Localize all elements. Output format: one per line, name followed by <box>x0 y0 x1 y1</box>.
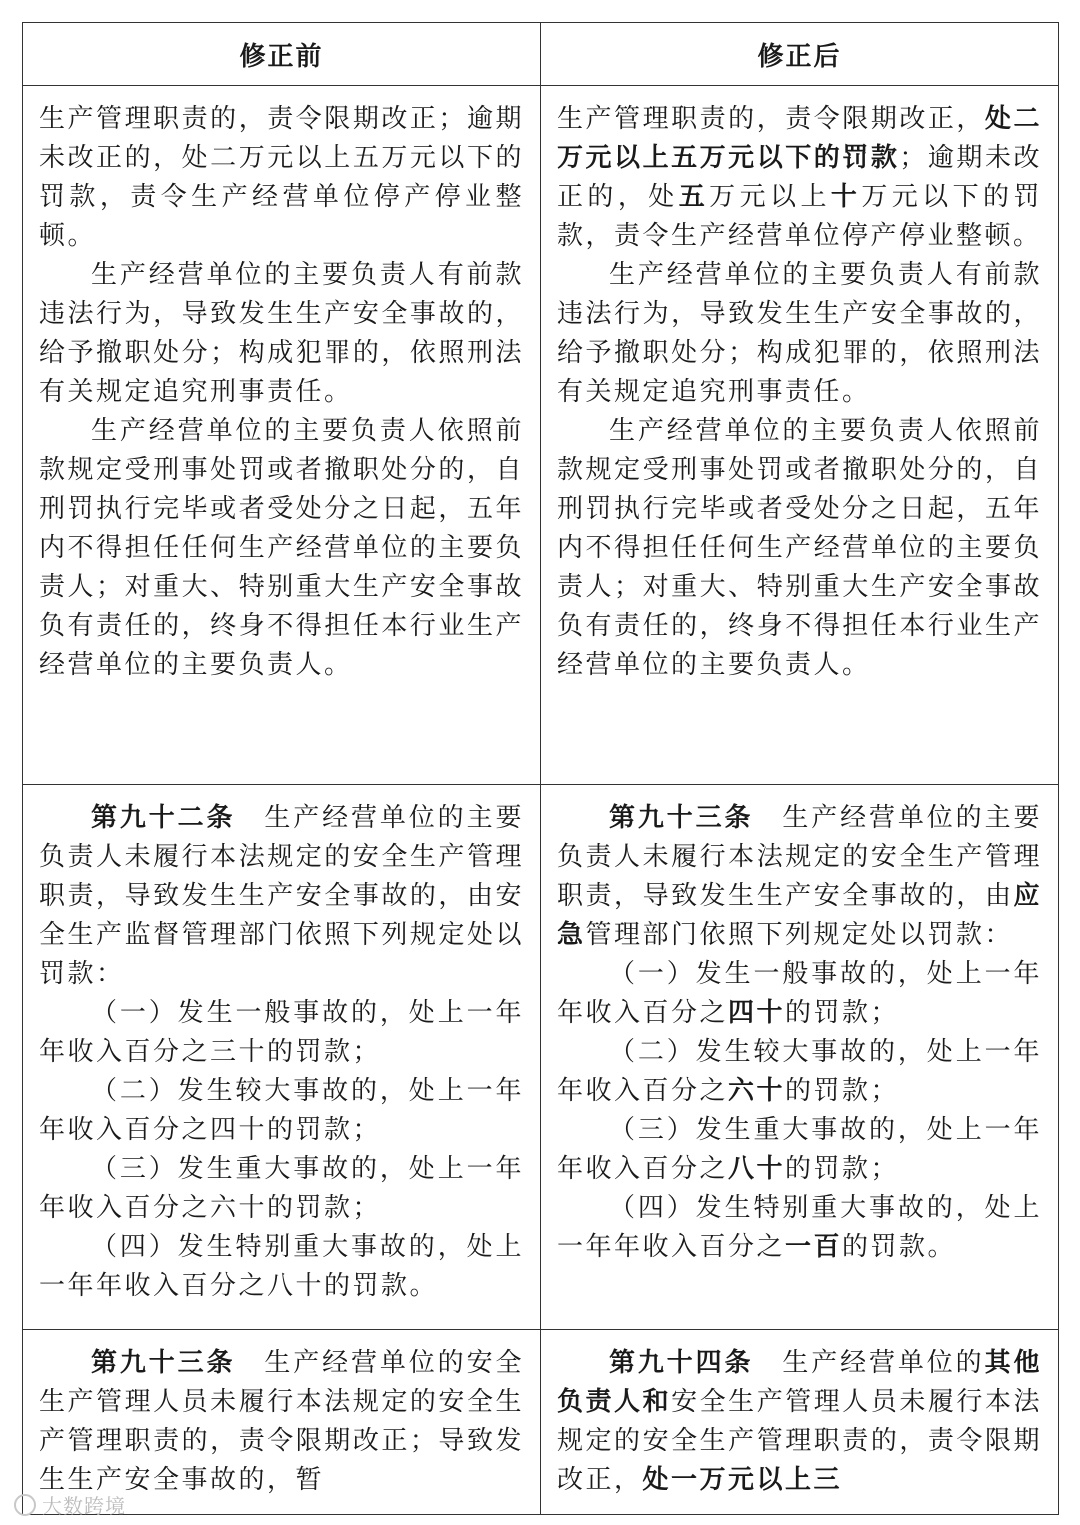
list-item <box>557 1111 1042 1189</box>
amended-text: 处一万元以上三 <box>642 1465 843 1494</box>
watermark-text: 大数跨境 <box>42 1494 126 1518</box>
text-segment: （二）发生较大事故的，处上一年年收入百分之 <box>557 1037 1042 1106</box>
table-row <box>23 86 1059 785</box>
header-row <box>23 23 1059 86</box>
text-segment: 生产管理职责的，责令限期改正， <box>557 104 985 134</box>
amended-text: 四十 <box>728 998 786 1028</box>
article-number: 第九十四条 <box>609 1348 754 1378</box>
amended-text: 六十 <box>728 1076 786 1106</box>
paragraph <box>557 100 1042 256</box>
article-number: 第九十三条 <box>91 1348 236 1378</box>
list-item: （四）发生特别重大事故的，处上一年年收入百分之八十的罚款。 <box>39 1232 524 1301</box>
amended-text: 一百 <box>785 1232 843 1262</box>
watermark <box>14 1490 126 1519</box>
text-segment: 生产经营单位的安全生产管理人员未履行本法规定的安全生产管理职责的，责令限期改正；导致发生生产安全事故的，暂 <box>39 1348 524 1494</box>
text-segment: 生产经营单位的主要负责人未履行本法规定的安全生产管理职责，导致发生生产安全事故的，由 <box>557 803 1042 911</box>
text-segment: （三）发生重大事故的，处上一年年收入百分之 <box>557 1115 1042 1184</box>
cell-after <box>541 86 1059 785</box>
text-segment: 安全生产管理人员未履行本法规定的安全生产管理职责的，责令限期改正， <box>557 1387 1042 1494</box>
cell-after <box>541 785 1059 1330</box>
paragraph <box>557 1344 1042 1494</box>
amended-text: 十 <box>830 182 862 212</box>
list-item: （二）发生较大事故的，处上一年年收入百分之四十的罚款； <box>39 1076 524 1145</box>
header-after: 修正后 <box>541 23 1059 86</box>
list-item <box>557 1033 1042 1111</box>
article-number: 第九十三条 <box>609 803 754 833</box>
article-number: 第九十二条 <box>91 803 236 833</box>
paragraph: 生产管理职责的，责令限期改正；逾期未改正的，处二万元以上五万元以下的罚款，责令生产经营单位停产停业整顿。 <box>39 104 524 251</box>
list-item: （一）发生一般事故的，处上一年年收入百分之三十的罚款； <box>39 998 524 1067</box>
table-row <box>23 1330 1059 1515</box>
cell-content <box>557 1344 1042 1494</box>
header-before: 修正前 <box>23 23 541 86</box>
amended-text: 应急 <box>557 881 1042 950</box>
watermark-icon <box>14 1494 36 1516</box>
comparison-page <box>22 22 1058 1512</box>
text-segment: 的罚款。 <box>842 1232 957 1262</box>
list-item: （三）发生重大事故的，处上一年年收入百分之六十的罚款； <box>39 1154 524 1223</box>
amended-text: 处二万元以上五万元以下的罚款 <box>557 104 1042 173</box>
text-segment: 生产经营单位的主要负责人未履行本法规定的安全生产管理职责，导致发生生产安全事故的，由安全生产监督管理部门依照下列规定处以罚款： <box>39 803 524 989</box>
text-segment: 的罚款； <box>785 998 900 1028</box>
list-item <box>557 955 1042 1033</box>
text-segment: 的罚款； <box>785 1076 900 1106</box>
paragraph: 生产经营单位的主要负责人有前款违法行为，导致发生生产安全事故的，给予撤职处分；构成犯罪的，依照刑法有关规定追究刑事责任。 <box>557 260 1042 407</box>
cell-after <box>541 1330 1059 1515</box>
text-segment: 的罚款； <box>785 1154 900 1184</box>
table-row <box>23 785 1059 1330</box>
text-segment: （一）发生一般事故的，处上一年年收入百分之 <box>557 959 1042 1028</box>
text-segment: 生产经营单位的 <box>782 1348 985 1378</box>
amended-text: 八十 <box>728 1154 786 1184</box>
list-item <box>557 1189 1042 1267</box>
cell-before <box>23 785 541 1330</box>
text-segment: 管理部门依照下列规定处以罚款： <box>585 920 1014 950</box>
amendment-comparison-table <box>22 22 1059 1515</box>
text-segment: 万元以上 <box>709 182 831 212</box>
text-segment: 万元以下的罚款，责令生产经营单位停产停业整顿。 <box>557 182 1042 251</box>
cell-before <box>23 1330 541 1515</box>
paragraph <box>39 799 524 994</box>
amended-text: 其他负责人和 <box>557 1348 1042 1417</box>
paragraph: 生产经营单位的主要负责人依照前款规定受刑事处罚或者撤职处分的，自刑罚执行完毕或者受处分之日起，五年内不得担任任何生产经营单位的主要负责人；对重大、特别重大生产安全事故负有责任的，终身不得担任本行业生产经营单位的主要负责人。 <box>557 416 1042 680</box>
text-segment: ；逾期未改正的，处 <box>557 143 1042 212</box>
paragraph <box>39 1344 524 1494</box>
cell-before <box>23 86 541 785</box>
paragraph: 生产经营单位的主要负责人依照前款规定受刑事处罚或者撤职处分的，自刑罚执行完毕或者受处分之日起，五年内不得担任任何生产经营单位的主要负责人；对重大、特别重大生产安全事故负有责任的，终身不得担任本行业生产经营单位的主要负责人。 <box>39 416 524 680</box>
text-segment: （四）发生特别重大事故的，处上一年年收入百分之 <box>557 1193 1042 1262</box>
paragraph <box>557 799 1042 955</box>
paragraph: 生产经营单位的主要负责人有前款违法行为，导致发生生产安全事故的，给予撤职处分；构成犯罪的，依照刑法有关规定追究刑事责任。 <box>39 260 524 407</box>
cell-content <box>39 1344 524 1494</box>
amended-text: 五 <box>678 182 710 212</box>
